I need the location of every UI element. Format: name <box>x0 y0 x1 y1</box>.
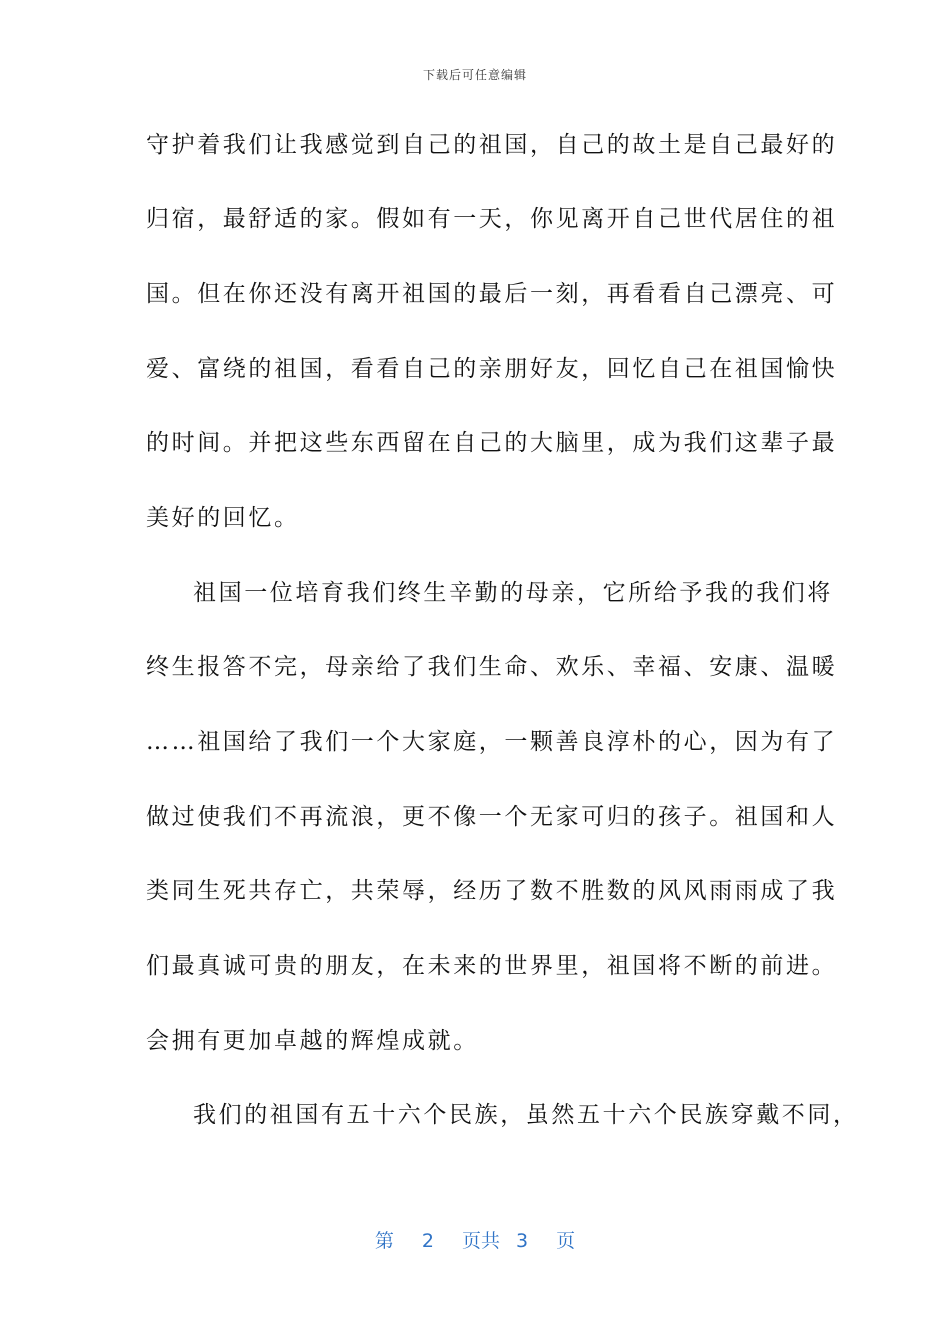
total-pages-number: 3 <box>516 1230 529 1252</box>
text-line: 会拥有更加卓越的辉煌成就。 <box>146 1028 479 1054</box>
text-line: ……祖国给了我们一个大家庭，一颗善良淳朴的心，因为有了 <box>146 729 838 755</box>
page-footer <box>0 1226 950 1253</box>
text-line: 爱、富绕的祖国，看看自己的亲朋好友，回忆自己在祖国愉快 <box>146 356 838 382</box>
paragraph-first-line: 祖国一位培育我们终生辛勤的母亲，它所给予我的我们将 <box>193 580 833 606</box>
text-line: 的时间。并把这些东西留在自己的大脑里，成为我们这辈子最 <box>146 430 838 456</box>
text-line: 美好的回忆。 <box>146 505 300 531</box>
paragraph-first-line: 我们的祖国有五十六个民族，虽然五十六个民族穿戴不同， <box>193 1102 859 1128</box>
text-line: 类同生死共存亡，共荣辱，经历了数不胜数的风风雨雨成了我 <box>146 878 838 904</box>
footer-middle: 页共 <box>461 1230 500 1252</box>
current-page-number: 2 <box>421 1230 434 1252</box>
text-line: 终生报答不完，母亲给了我们生命、欢乐、幸福、安康、温暖 <box>146 654 838 680</box>
footer-suffix: 页 <box>556 1230 576 1252</box>
text-line: 守护着我们让我感觉到自己的祖国，自己的故土是自己最好的 <box>146 132 838 158</box>
text-line: 们最真诚可贵的朋友，在未来的世界里，祖国将不断的前进。 <box>146 953 838 979</box>
text-line: 归宿，最舒适的家。假如有一天，你见离开自己世代居住的祖 <box>146 206 838 232</box>
text-line: 国。但在你还没有离开祖国的最后一刻，再看看自己漂亮、可 <box>146 281 838 307</box>
footer-prefix: 第 <box>374 1230 394 1252</box>
text-line: 做过使我们不再流浪，更不像一个无家可归的孩子。祖国和人 <box>146 804 838 830</box>
page-header: 下载后可任意编辑 <box>422 68 527 82</box>
